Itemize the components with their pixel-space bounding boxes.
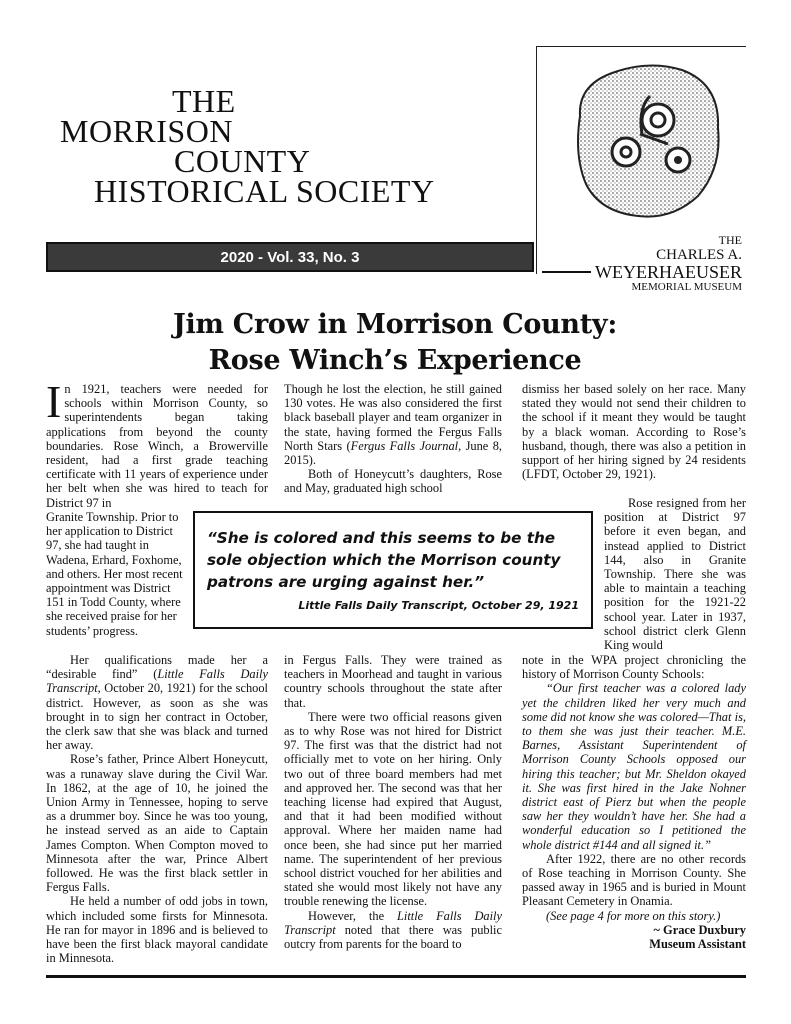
col3-para2a: Rose resigned from her position at District 97 before it even began, and instead applied to District 144, also in Granite Township. There she was able to maintain a teaching position for the 1921-22 school year. Later in 1937, school district clerk Glenn King would xyxy=(604,496,746,653)
column-3-top xyxy=(522,382,746,481)
headline-line-2: Rose Winch’s Experience xyxy=(208,345,582,376)
masthead-line-county: COUNTY xyxy=(174,143,311,179)
museum-name xyxy=(560,234,742,293)
author-name: ~ Grace Duxbury xyxy=(653,922,746,937)
column-1-bottom xyxy=(46,653,268,965)
col3-para3: “Our first teacher was a colored lady yet the children liked her very much and some did not know she was colored—That is, to them she was just their teacher. M.E. Barnes, Assistant Superintendent of Morrison County Schools opposed our hiring this teacher; but Mr. Sheldon okayed it. She was first hired in the Jake Nohner district east of Pierz but when the people saw her they wouldn’t have her. She had a wonderful education so I petitioned the whole district #144 and all signed it.” xyxy=(522,681,746,852)
volume-bar xyxy=(46,242,534,272)
museum-memorial: MEMORIAL MUSEUM xyxy=(631,281,742,293)
col2-para1: Though he lost the election, he still gained 130 votes. He was also considered the first black baseball player and team organizer in the state, having formed the Fergus Falls North Stars (Fergus Falls Journal, June 8, 2015). xyxy=(284,382,502,468)
museum-weyerhaeuser-text: WEYERHAEUSER xyxy=(595,262,742,282)
petroglyph-logo xyxy=(560,56,730,226)
museum-charles: CHARLES A. xyxy=(656,247,742,263)
column-3-wrap xyxy=(604,496,746,652)
col2-para5: However, the Little Falls Daily Transcript noted that there was public outcry from parents for the board to xyxy=(284,908,502,952)
col3-para1: dismiss her based solely on her race. Many stated they would not send their children to the school if it meant they would be taught by a black woman. According to Rose’s husband, though, there was also a petition in support of her hiring signed by 24 residents (LFDT, October 29, 1921). xyxy=(522,382,746,482)
column-3-bottom xyxy=(522,653,746,951)
masthead-line-the: THE xyxy=(172,83,236,119)
bottom-rule xyxy=(46,975,746,978)
headline-line-1: Jim Crow in Morrison County: xyxy=(173,309,617,340)
column-2-top xyxy=(284,382,502,496)
drop-cap: I xyxy=(46,376,62,427)
author-role: Museum Assistant xyxy=(649,937,746,952)
column-1-top xyxy=(46,376,268,510)
masthead-line-morrison: MORRISON xyxy=(60,113,233,149)
column-1-wrap xyxy=(46,510,186,638)
col1-para4: He held a number of odd jobs in town, which included some firsts for Minnesota. He ran for mayor in 1896 and is believed to have been the first black mayoral candidate in Minnesota. xyxy=(46,894,268,966)
museum-the: THE xyxy=(718,233,742,247)
col2-para4: There were two official reasons given as to why Rose was not hired for District 97. The first was that the district had not officially met to vote on her hiring. Only two out of three board members had met and approved her. The second was that her teaching license had expired that August, and that it had been modified without approval. Where her maiden name had once been, she had since put her married name. The superintendent of her previous school district vouched for her abilities and stated she would most likely not have any trouble renewing the license. xyxy=(284,709,502,909)
col1-para1b: Granite Township. Prior to her application to District 97, she had taught in Wadena, Erhard, Foxhome, and others. Her most recent appointment was District 151 in Todd County, where she received praise for her students’ progress. xyxy=(46,510,183,638)
col3-para2b: note in the WPA project chronicling the history of Morrison County Schools: xyxy=(522,653,746,682)
col3-note: (See page 4 for more on this story.) xyxy=(546,908,721,923)
masthead-title xyxy=(60,83,440,209)
volume-label: 2020 - Vol. 33, No. 3 xyxy=(220,248,360,266)
col1-para2: Her qualifications made her a “desirable find” (Little Falls Daily Transcript, October 20, 1921) for the school district. However, as soon as she was brought in to sign her contract in October, the clerk saw that she was black and turned her away. xyxy=(46,653,268,753)
pull-quote-source: Little Falls Daily Transcript, October 29, 1921 xyxy=(298,599,579,612)
pull-quote-text: “She is colored and this seems to be the sole objection which the Morrison county patrons are urging against her.” xyxy=(207,529,561,591)
col1-para1a: n 1921, teachers were needed for schools within Morrison County, so superintendents began taking applications from beyond the county boundaries. Rose Winch, a Browerville resident, had a first grade teaching certificate with 11 years of experience under her belt when she was hired to teach for District 97 in xyxy=(46,382,268,510)
article-headline xyxy=(60,307,730,379)
col2-para2: Both of Honeycutt’s daughters, Rose and May, graduated high school xyxy=(284,467,502,496)
col2-para3: in Fergus Falls. They were trained as teachers in Moorhead and taught in various country schools throughout the state after that. xyxy=(284,653,502,710)
petroglyph-image xyxy=(560,56,730,226)
column-2-bottom xyxy=(284,653,502,951)
museum-weyerhaeuser xyxy=(560,263,742,281)
col3-para4: After 1922, there are no other records of Rose teaching in Morrison County. She passed away in 1965 and is buried in Mount Pleasant Cemetery in Onamia. xyxy=(522,851,746,909)
pull-quote xyxy=(193,511,593,629)
masthead-line-historical-society: HISTORICAL SOCIETY xyxy=(94,173,435,209)
col1-para3: Rose’s father, Prince Albert Honeycutt, was a runaway slave during the Civil War. In 1862, at the age of 10, he joined the Union Army in Tennessee, hoping to serve as a drummer boy. Since he was too young, he instead served as an aide to Captain James Compton. When Compton moved to Minnesota after the war, Prince Albert followed. He was the first black settler in Fergus Falls. xyxy=(46,752,268,895)
